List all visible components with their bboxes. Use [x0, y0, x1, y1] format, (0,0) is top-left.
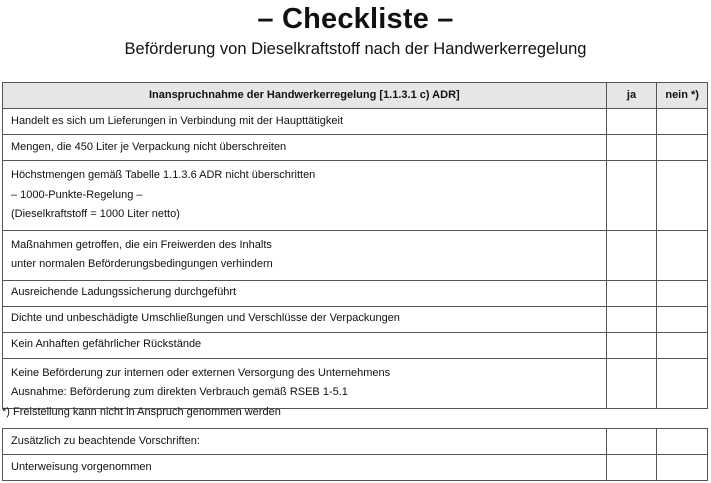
- row-question-line: Zusätzlich zu beachtende Vorschriften:: [11, 434, 200, 447]
- header-no: nein *): [657, 83, 708, 109]
- row-question-line: Höchstmengen gemäß Tabelle 1.1.3.6 ADR nicht überschritten: [11, 169, 316, 181]
- table-row: [3, 455, 708, 481]
- row-question-line: (Dieselkraftstoff = 1000 Liter netto): [11, 208, 180, 220]
- table-row: [3, 358, 708, 408]
- row-answer-yes-cell[interactable]: [606, 109, 657, 135]
- table-row: [3, 306, 708, 332]
- row-question-line: Unterweisung vorgenommen: [11, 460, 152, 473]
- row-question-line: Kein Anhaften gefährlicher Rückstände: [11, 338, 202, 351]
- row-answer-yes-cell[interactable]: [606, 358, 657, 408]
- row-answer-yes-cell[interactable]: [606, 332, 657, 358]
- row-question: [3, 332, 607, 358]
- row-question-line: – 1000-Punkte-Regelung –: [11, 188, 143, 201]
- table-row: [3, 230, 708, 280]
- table-row: [3, 135, 708, 161]
- row-answer-no-cell[interactable]: [657, 358, 708, 408]
- table-header-row: [3, 83, 708, 109]
- footnote: *) Freistellung kann nicht in Anspruch genommen werden: [2, 406, 281, 418]
- row-answer-yes-cell[interactable]: [606, 455, 657, 481]
- row-answer-yes-cell[interactable]: [606, 306, 657, 332]
- header-question: Inanspruchnahme der Handwerkerregelung [1.1.3.1 c) ADR]: [3, 83, 607, 109]
- row-question: [3, 358, 607, 408]
- row-question-line: Ausreichende Ladungssicherung durchgeführt: [11, 286, 237, 299]
- row-answer-no-cell[interactable]: [657, 280, 708, 306]
- checklist-table: [2, 82, 708, 409]
- table-row: [3, 109, 708, 135]
- row-question-line: unter normalen Beförderungsbedingungen verhindern: [11, 258, 273, 270]
- row-answer-yes-cell[interactable]: [606, 135, 657, 161]
- row-question: [3, 429, 607, 455]
- row-answer-no-cell[interactable]: [657, 429, 708, 455]
- row-question: [3, 306, 607, 332]
- row-answer-no-cell[interactable]: [657, 455, 708, 481]
- row-question: [3, 280, 607, 306]
- row-question: [3, 455, 607, 481]
- row-question-line: Handelt es sich um Lieferungen in Verbindung mit der Haupttätigkeit: [11, 114, 344, 127]
- row-answer-no-cell[interactable]: [657, 306, 708, 332]
- row-question-line: Ausnahme: Beförderung zum direkten Verbrauch gemäß RSEB 1-5.1: [11, 386, 348, 398]
- page-subtitle: Beförderung von Dieselkraftstoff nach der Handwerkerregelung: [124, 40, 587, 58]
- table-row: [3, 280, 708, 306]
- row-question: [3, 135, 607, 161]
- table-row: [3, 429, 708, 455]
- row-answer-yes-cell[interactable]: [606, 280, 657, 306]
- row-question: [3, 230, 607, 280]
- row-answer-no-cell[interactable]: [657, 135, 708, 161]
- table-row: [3, 161, 708, 231]
- row-answer-no-cell[interactable]: [657, 230, 708, 280]
- row-answer-yes-cell[interactable]: [606, 429, 657, 455]
- page-title: – Checkliste –: [257, 3, 454, 35]
- row-question-line: Dichte und unbeschädigte Umschließungen und Verschlüsse der Verpackungen: [11, 312, 400, 325]
- header-yes: ja: [606, 83, 657, 109]
- row-answer-no-cell[interactable]: [657, 109, 708, 135]
- row-answer-yes-cell[interactable]: [606, 230, 657, 280]
- table-row: [3, 332, 708, 358]
- row-answer-no-cell[interactable]: [657, 332, 708, 358]
- row-question-line: Mengen, die 450 Liter je Verpackung nicht überschreiten: [11, 140, 287, 153]
- row-question-line: Maßnahmen getroffen, die ein Freiwerden des Inhalts: [11, 238, 272, 251]
- row-question: [3, 109, 607, 135]
- row-answer-yes-cell[interactable]: [606, 161, 657, 231]
- additional-table: [2, 428, 708, 481]
- row-question: [3, 161, 607, 231]
- row-answer-no-cell[interactable]: [657, 161, 708, 231]
- row-question-line: Keine Beförderung zur internen oder externen Versorgung des Unternehmens: [11, 366, 391, 379]
